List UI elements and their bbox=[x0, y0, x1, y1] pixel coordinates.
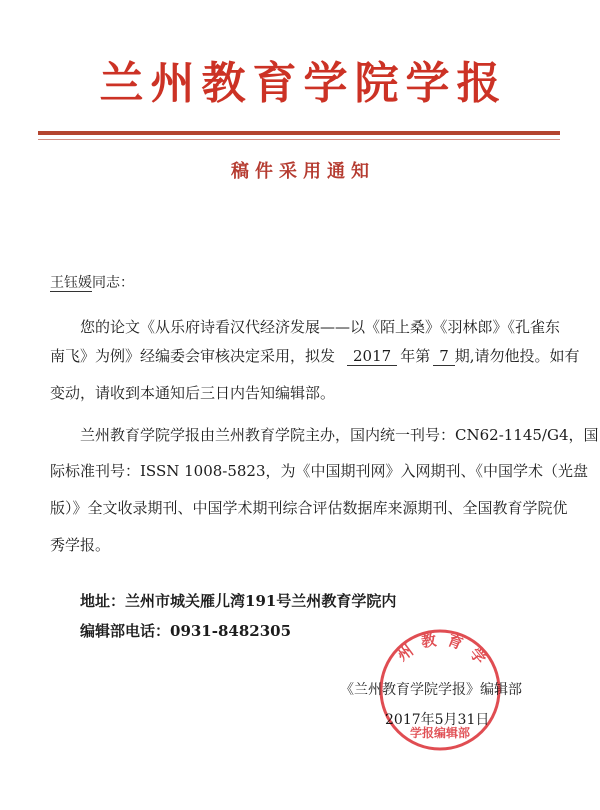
seal-center-text: 学报编辑部 bbox=[409, 726, 471, 740]
paragraph1-line2-tail: 期,请勿他投。如有 bbox=[454, 347, 580, 365]
signature: 《兰州教育学院学报》编辑部 bbox=[340, 682, 522, 698]
issue-year: 2017 bbox=[347, 348, 397, 366]
paragraph1-line1: 您的论文《从乐府诗看汉代经济发展——以《陌上桑》《羽林郎》《孔雀东 bbox=[80, 318, 561, 336]
salutation bbox=[50, 273, 134, 293]
recipient-name: 王钰媛 bbox=[50, 275, 92, 291]
date: 2017年5月31日 bbox=[385, 712, 490, 728]
issue-number: 7 bbox=[433, 348, 455, 366]
paragraph2-line4: 秀学报。 bbox=[50, 536, 111, 554]
masthead-rule-thick bbox=[38, 131, 560, 135]
journal-masthead-title: 兰州教育学院学报 bbox=[99, 58, 508, 109]
notice-title: 稿件采用通知 bbox=[231, 161, 375, 182]
official-seal bbox=[378, 628, 502, 752]
salutation-suffix: 同志： bbox=[92, 275, 134, 291]
phone: 编辑部电话：0931-8482305 bbox=[80, 622, 292, 640]
paragraph2-line3: 版）》全文收录期刊、中国学术期刊综合评估数据库来源期刊、全国教育学院优 bbox=[50, 499, 568, 517]
seal-ring-text bbox=[394, 630, 495, 674]
masthead-rule-thin bbox=[38, 139, 560, 140]
issue-joiner: 年第 bbox=[400, 347, 431, 365]
paragraph2-line1: 兰州教育学院学报由兰州教育学院主办，国内统一刊号：CN62-1145/G4，国 bbox=[80, 426, 599, 444]
paragraph2-line2: 际标准刊号：ISSN 1008-5823，为《中国期刊网》入网期刊、《中国学术（光盘 bbox=[50, 462, 589, 480]
paragraph1-line2-lead: 南飞》为例》经编委会审核决定采用，拟发 bbox=[50, 347, 336, 365]
paragraph1-line2 bbox=[50, 346, 580, 366]
address: 地址：兰州市城关雁儿湾191号兰州教育学院内 bbox=[80, 592, 397, 610]
paragraph1-line3: 变动，请收到本通知后三日内告知编辑部。 bbox=[50, 384, 336, 402]
seal-ring-text-path: 州教育学 bbox=[393, 629, 496, 675]
